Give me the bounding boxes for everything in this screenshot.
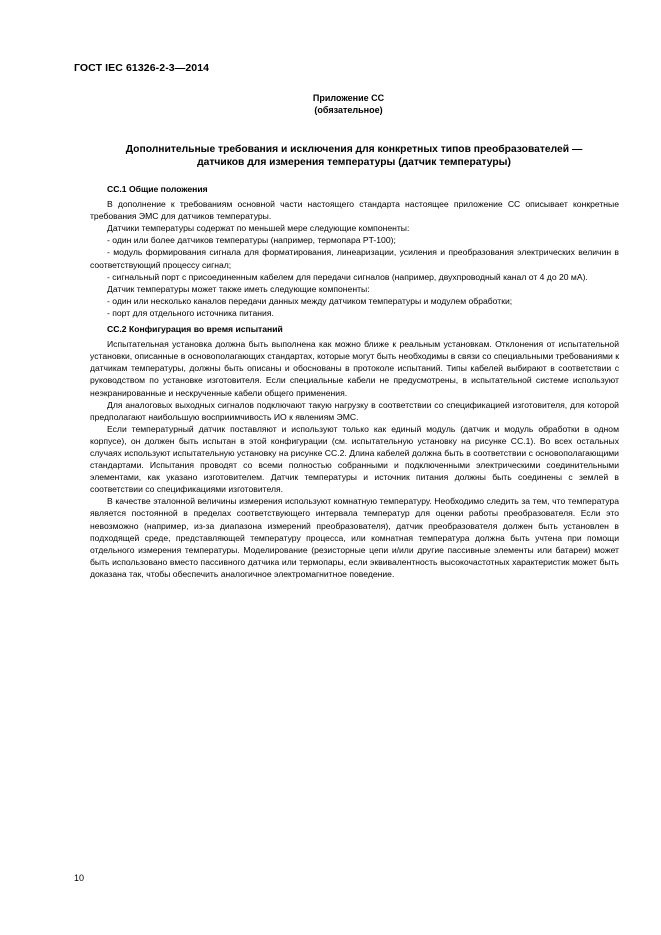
list-item: - один или несколько каналов передачи данных между датчиком температуры и модулем обработки;	[107, 295, 513, 306]
annex-title: Приложение СС	[312, 93, 385, 103]
list-item: - сигнальный порт с присоединенным кабелем для передачи сигналов (например, двухпроводный канал от 4 до 20 мА).	[107, 271, 588, 282]
paragraph: В дополнение к требованиям основной части настоящего стандарта настоящее приложение СС описывает конкретные требования ЭМС для датчиков температуры.	[90, 199, 619, 222]
paragraph: Если температурный датчик поставляют и используют только как единый модуль (датчик и модуль обработки в одном корпусе), он должен быть испытан в этой конфигурации (см. испытательную установку на рисунке СС.1). Во всех остальных случаях используют испытательную установку на рисунке СС.2. Длина кабелей должна быть в соответствии с основополагающими стандартами. Испытания проводят со всеми полностью собранными и подключенными электрическими соединительными элементами, как указано изготовителем. Датчик температуры и источник питания должны быть соединены с землей в соответствии со спецификациями изготовителя.	[90, 423, 619, 495]
list-item: - порт для отдельного источника питания.	[107, 307, 274, 318]
section-heading: СС.2 Конфигурация во время испытаний	[107, 324, 283, 335]
title-line-2: датчиков для измерения температуры (датчик температуры)	[197, 157, 511, 168]
list-item: - один или более датчиков температуры (например, термопара PT-100);	[107, 235, 396, 246]
paragraph: Испытательная установка должна быть выполнена как можно ближе к реальным установкам. Отклонения от испытательной установки, описанные в основополагающих стандартах, которые могут быть необходимы в связи со специальными требованиями к датчикам температуры, должны быть описаны и обоснованы в протоколе испытаний. Типы кабелей выбирают в соответствии с руководством по установке изготовителя. Если специальные кабели не предусмотрены, в испытательной системе используют неэкранированные и нескрученные кабели общего применения.	[90, 339, 619, 398]
paragraph: Датчик температуры может также иметь следующие компоненты:	[107, 283, 370, 294]
title-line-1: Дополнительные требования и исключения для конкретных типов преобразователей —	[125, 144, 583, 155]
paragraph: Для аналоговых выходных сигналов подключают такую нагрузку в соответствии со спецификацией изготовителя, для которой предполагают наибольшую восприимчивость ИО к явлениям ЭМС.	[90, 399, 619, 422]
document-body	[90, 183, 619, 580]
annex-main-title	[74, 143, 634, 169]
paragraph: В качестве эталонной величины измерения используют комнатную температуру. Необходимо следить за тем, что температура является постоянной в пределах соответствующего интервала температур для оценки работы преобразователя. Если это невозможно (например, из-за диапазона измерений преобразователя), датчик преобразователя должен быть установлен в подходящей среде, представляющей температуру процесса, или комнатная температура должна быть учтена при помощи отдельного измерения температуры. Моделирование (резисторные цепи и/или другие пассивные элементы или батареи) может быть использовано вместо пассивного датчика или термопары, если эквивалентность высокочастотных характеристик может быть доказана так, чтобы обеспечить аналогичное электромагнитное поведение.	[90, 496, 619, 579]
annex-heading	[0, 92, 661, 116]
page-number: 10	[74, 873, 85, 883]
paragraph: Датчики температуры содержат по меньшей мере следующие компоненты:	[107, 223, 410, 234]
section-heading: СС.1 Общие положения	[107, 184, 208, 194]
document-id: ГОСТ IEC 61326-2-3—2014	[74, 62, 210, 74]
list-item: - модуль формирования сигнала для форматирования, линеаризации, усиления и преобразования электрических величин в соответствующий процессу сигнал;	[90, 247, 619, 270]
annex-status: (обязательное)	[314, 105, 383, 115]
